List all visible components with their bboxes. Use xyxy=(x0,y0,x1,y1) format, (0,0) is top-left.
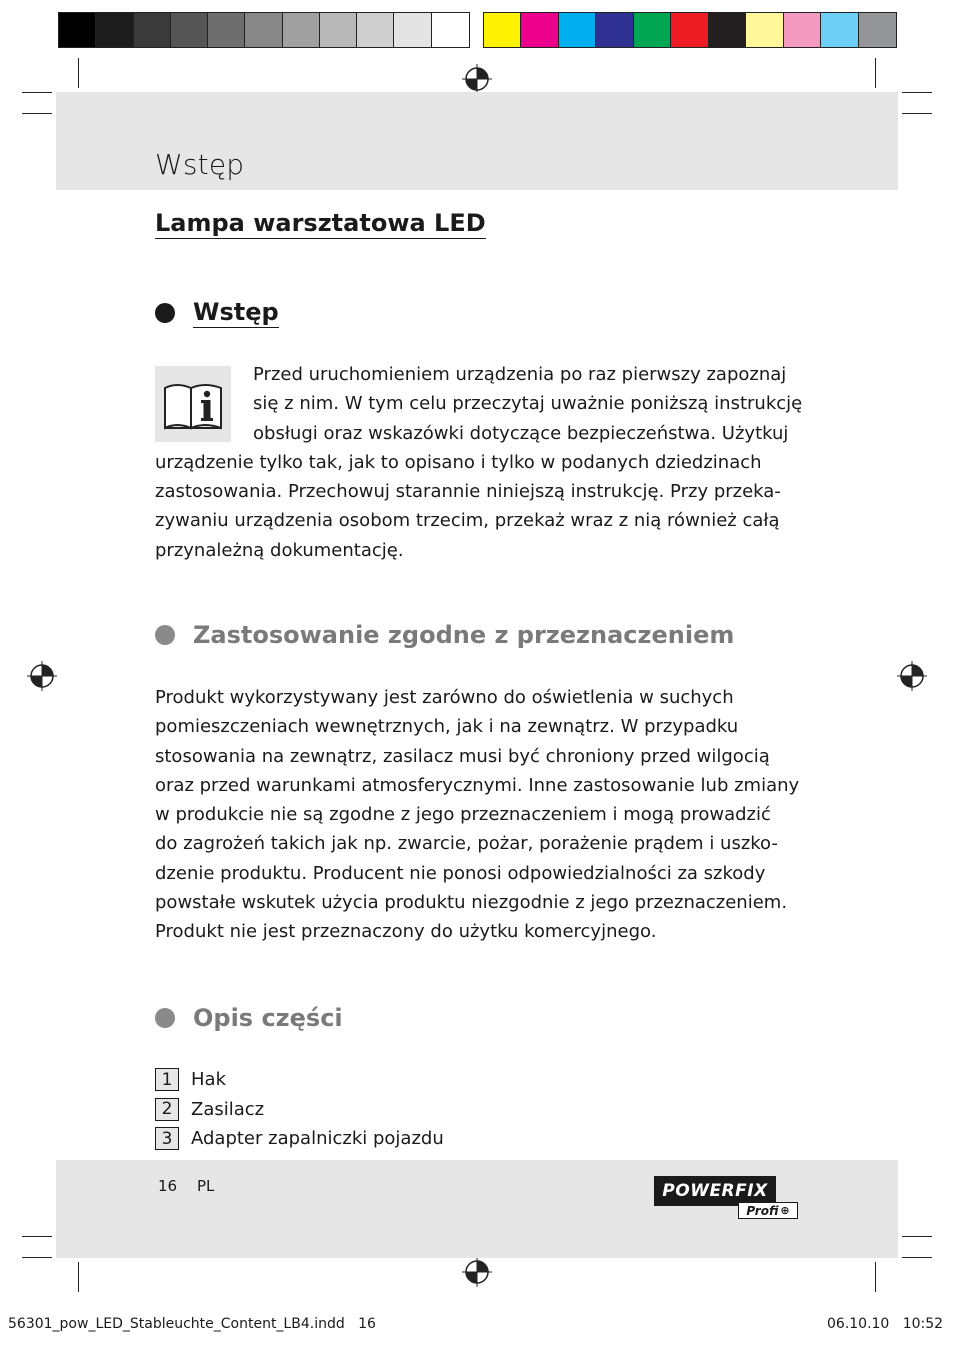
trim-mark xyxy=(902,1236,932,1237)
color-swatch xyxy=(634,13,671,47)
section-heading-text: Zastosowanie zgodne z przeznaczeniem xyxy=(193,621,735,649)
registration-mark-icon xyxy=(461,63,493,95)
part-number: 3 xyxy=(155,1127,179,1150)
language-code: PL xyxy=(197,1177,215,1195)
page-number: 16 xyxy=(158,1177,178,1195)
color-swatch xyxy=(484,13,521,47)
bullet-icon xyxy=(155,625,175,645)
grey-color-bar xyxy=(58,12,470,48)
color-swatch xyxy=(208,13,245,47)
color-swatch xyxy=(283,13,320,47)
trim-mark xyxy=(902,92,932,93)
registration-mark-icon xyxy=(896,660,928,692)
parts-list xyxy=(155,1065,444,1154)
color-swatch xyxy=(596,13,633,47)
brand-cross-icon: ⊕ xyxy=(780,1204,790,1217)
trim-mark xyxy=(22,1257,52,1258)
brand-sub-text: Profi xyxy=(746,1203,779,1218)
text-line: do zagrożeń takich jak np. zwarcie, pożar, porażenie prądem i uszko- xyxy=(155,833,778,855)
color-swatch xyxy=(709,13,746,47)
part-number: 1 xyxy=(155,1068,179,1091)
brand-sub-logo xyxy=(738,1202,798,1219)
section-heading-intro xyxy=(155,298,279,328)
text-line: Produkt wykorzystywany jest zarówno do oświetlenia w suchych xyxy=(155,687,734,708)
trim-mark xyxy=(875,1262,876,1292)
text-line: dzenie produktu. Producent nie ponosi odpowiedzialności za szkody xyxy=(155,862,766,884)
list-item xyxy=(155,1124,444,1154)
bullet-icon xyxy=(155,303,175,323)
section-heading-text: Wstęp xyxy=(193,298,279,326)
color-swatch xyxy=(784,13,821,47)
color-swatch xyxy=(859,13,896,47)
intended-use-paragraph xyxy=(155,683,799,947)
slug-filename: 56301_pow_LED_Stableuchte_Content_LB4.indd 16 xyxy=(8,1316,376,1332)
part-label: Hak xyxy=(191,1069,226,1091)
text-line: oraz przed warunkami atmosferycznymi. Inne zastosowanie lub zmiany xyxy=(155,774,800,796)
brand-logo: POWERFIX xyxy=(654,1176,776,1206)
part-label: Zasilacz xyxy=(191,1098,265,1120)
text-line: pomieszczeniach wewnętrznych, jak i na zewnątrz. W przypadku xyxy=(155,716,739,738)
trim-mark xyxy=(78,1262,79,1292)
trim-mark xyxy=(902,1257,932,1258)
color-swatch xyxy=(432,13,469,47)
section-heading-intended-use xyxy=(155,621,734,649)
trim-mark xyxy=(22,92,52,93)
trim-mark xyxy=(902,113,932,114)
color-swatch xyxy=(671,13,708,47)
text-line: w produkcie nie są zgodne z jego przeznaczeniem i mogą prowadzić xyxy=(155,804,771,826)
trim-mark xyxy=(22,113,52,114)
color-swatch xyxy=(171,13,208,47)
process-color-bar xyxy=(483,12,897,48)
text-line: obsługi oraz wskazówki dotyczące bezpieczeństwa. Użytkuj xyxy=(253,422,789,444)
color-swatch xyxy=(96,13,133,47)
text-line: się z nim. W tym celu przeczytaj uważnie poniższą instrukcję xyxy=(253,393,803,415)
text-line: przynależną dokumentację. xyxy=(155,539,404,561)
color-swatch xyxy=(821,13,858,47)
part-number: 2 xyxy=(155,1098,179,1121)
registration-mark-icon xyxy=(26,660,58,692)
list-item xyxy=(155,1065,444,1095)
section-heading-parts xyxy=(155,1004,343,1032)
section-heading-text: Opis części xyxy=(193,1004,343,1032)
slug-datetime: 06.10.10 10:52 xyxy=(827,1316,944,1332)
page-title: Wstęp xyxy=(155,148,245,181)
color-swatch xyxy=(245,13,282,47)
text-line: Produkt nie jest przeznaczony do użytku komercyjnego. xyxy=(155,921,657,943)
color-swatch xyxy=(746,13,783,47)
color-swatch xyxy=(320,13,357,47)
color-swatch xyxy=(134,13,171,47)
intro-paragraph xyxy=(0,360,954,565)
trim-mark xyxy=(78,58,79,88)
part-label: Adapter zapalniczki pojazdu xyxy=(191,1128,444,1150)
text-line: zastosowania. Przechowuj starannie niniejszą instrukcję. Przy przeka- xyxy=(155,481,781,503)
text-line: Przed uruchomieniem urządzenia po raz pierwszy zapoznaj xyxy=(253,364,787,385)
color-swatch xyxy=(59,13,96,47)
color-swatch xyxy=(394,13,431,47)
registration-mark-icon xyxy=(461,1256,493,1288)
document-title: Lampa warsztatowa LED xyxy=(155,209,486,237)
text-line: stosowania na zewnątrz, zasilacz musi być chroniony przed wilgocią xyxy=(155,745,770,767)
text-line: zywaniu urządzenia osobom trzecim, przekaż wraz z nią również całą xyxy=(155,510,780,532)
trim-mark xyxy=(875,58,876,88)
text-line: powstałe wskutek użycia produktu niezgodnie z jego przeznaczeniem. xyxy=(155,892,788,914)
text-line: urządzenie tylko tak, jak to opisano i tylko w podanych dziedzinach xyxy=(155,451,762,473)
trim-mark xyxy=(22,1236,52,1237)
color-swatch xyxy=(521,13,558,47)
list-item xyxy=(155,1095,444,1125)
bullet-icon xyxy=(155,1008,175,1028)
color-swatch xyxy=(559,13,596,47)
color-swatch xyxy=(357,13,394,47)
